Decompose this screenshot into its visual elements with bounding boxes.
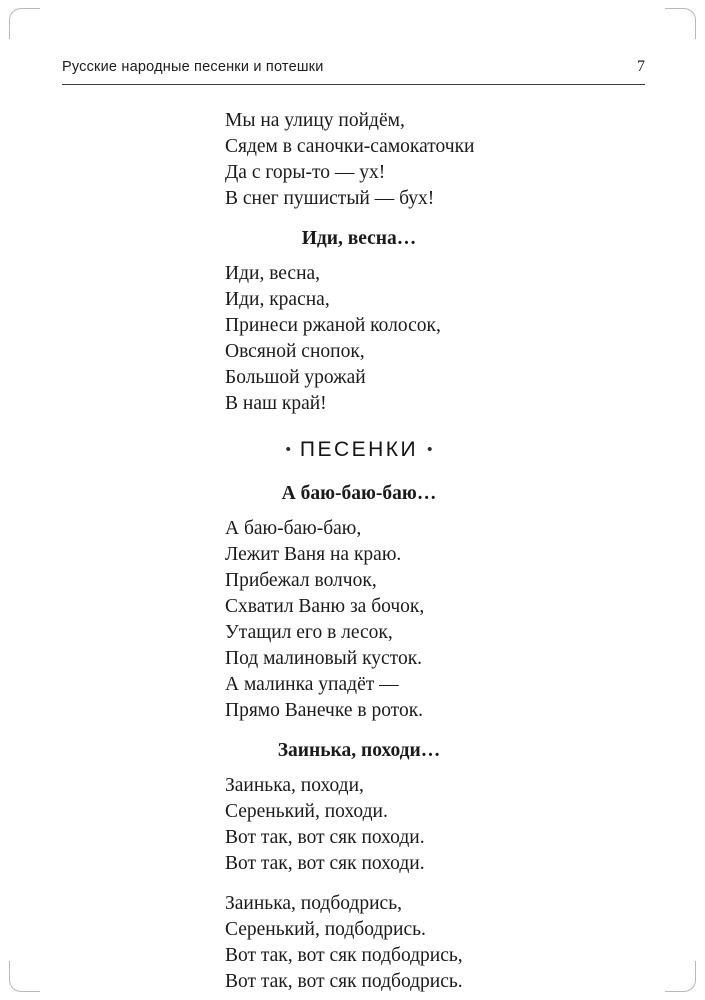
poem-line: Схватил Ваню за бочок, [225,596,425,617]
stanza-sledding [225,108,493,212]
bullet-icon: • [427,441,433,458]
poem-line: Мы на улицу пойдём, [225,110,405,131]
page-corner-top-left [9,8,40,39]
poem-line: Сядем в саночки-самокаточки [225,136,475,157]
page-corner-bottom-right [665,961,696,992]
poem-line: В снег пушистый — бух! [225,188,435,209]
poem-line: Серенький, походи. [225,801,388,822]
page-number: 7 [637,58,645,75]
poem-line: Иди, весна, [225,263,321,284]
page-corner-bottom-left [9,961,40,992]
poem-line: Серенький, подбодрись. [225,919,426,940]
stanza-idi-vesna [225,261,493,417]
poem-line: Утащил его в лесок, [225,622,393,643]
poem-line: Вот так, вот сяк походи. [225,853,425,874]
poem-line: Прибежал волчок, [225,570,377,591]
poem-line: Вот так, вот сяк походи. [225,827,425,848]
section-label: ПЕСЕНКИ [299,438,419,461]
poem-line: Да с горы-то — ух! [225,162,386,183]
poem-title-zainka: Заинька, походи… [277,740,441,761]
poem-line: А баю-баю-баю, [225,518,362,539]
poem-line: Принеси ржаной колосок, [225,315,441,336]
running-header-title: Русские народные песенки и потешки [62,59,324,75]
poem-line: Лежит Ваня на краю. [225,544,402,565]
stanza-zainka-2 [225,891,493,995]
stanza-zainka-1 [225,773,493,877]
page-corner-top-right [665,8,696,39]
poem-title-idi-vesna: Иди, весна… [301,228,417,249]
poem-line: Овсяной снопок, [225,341,365,362]
page-content [225,100,493,1000]
poem-line: Прямо Ванечке в роток. [225,700,424,721]
poem-line: А малинка упадёт — [225,674,399,695]
section-heading-pesenki [225,437,493,463]
poem-title-bayu: А баю-баю-баю… [281,483,437,504]
poem-line: Вот так, вот сяк подбодрись. [225,971,463,992]
bullet-icon: • [285,441,291,458]
poem-line: Заинька, походи, [225,775,364,796]
poem-line: Иди, красна, [225,289,330,310]
stanza-bayu [225,516,493,724]
running-header [62,58,645,85]
poem-line: В наш край! [225,393,327,414]
poem-line: Вот так, вот сяк подбодрись, [225,945,463,966]
poem-line: Большой урожай [225,367,366,388]
poem-line: Заинька, подбодрись, [225,893,402,914]
poem-line: Под малиновый кусток. [225,648,423,669]
